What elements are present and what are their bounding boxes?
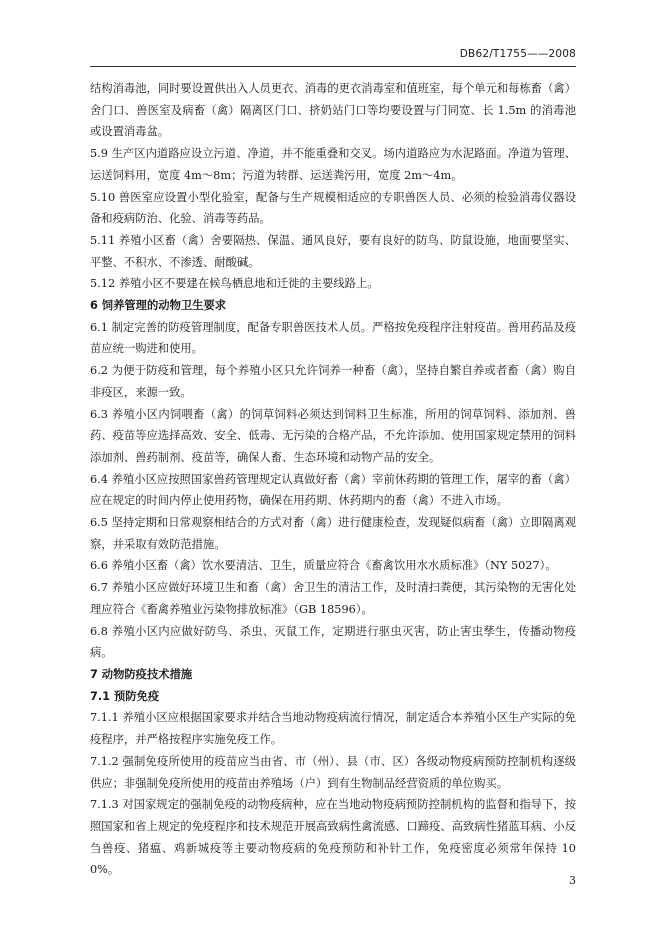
section-heading-6: 6 饲养管理的动物卫生要求: [90, 299, 227, 313]
paragraph-5-11: 5.11 养殖小区畜（禽）舍要隔热、保温、通风良好，要有良好的防鸟、防鼠设施，地面要坚实、平整、不积水、不渗透、耐酸碱。: [90, 233, 576, 269]
paragraph-5-9: 5.9 生产区内道路应设立污道、净道，并不能重叠和交叉。场内道路应为水泥路面。净道为管理、运送饲料用，宽度 4m～8m；污道为转群、运送粪污用，宽度 2m～4m。: [90, 147, 576, 182]
paragraph-6-3: 6.3 养殖小区内饲喂畜（禽）的饲草饲料必须达到饲料卫生标准，所用的饲草饲料、添加剂、兽药、疫苗等应选择高效、安全、低毒、无污染的合格产品，不允许添加、使用国家规定禁用的饲料添加剂、兽药制剂、疫苗等，确保人畜、生态环境和动物产品的安全。: [90, 407, 576, 464]
paragraph-5-8-cont: 结构消毒池，同时要设置供出入人员更衣、消毒的更衣消毒室和值班室，每个单元和每栋畜（禽）舍门口、兽医室及病畜（禽）隔离区门口、挤奶站门口等均要设置与门同宽、长 1.5m 的消毒池或设置消毒盆。: [90, 82, 576, 139]
paragraph-6-6: 6.6 养殖小区畜（禽）饮水要清洁、卫生，质量应符合《畜禽饮用水水质标准》（NY 5027）。: [90, 559, 557, 573]
paragraph-6-5: 6.5 坚持定期和日常观察相结合的方式对畜（禽）进行健康检查，发现疑似病畜（禽）立即隔离观察，并采取有效防范措施。: [90, 516, 576, 551]
subsection-heading-7-1: 7.1 预防免疫: [90, 689, 160, 703]
paragraph-5-10: 5.10 兽医室应设置小型化验室，配备与生产规模相适应的专职兽医人员、必须的检验消毒仪器设备和疫病防治、化验、消毒等药品。: [90, 190, 576, 226]
paragraph-6-2: 6.2 为便于防疫和管理，每个养殖小区只允许饲养一种畜（禽），坚持自繁自养或者畜（禽）购自非疫区，来源一致。: [90, 364, 576, 399]
paragraph-6-7: 6.7 养殖小区应做好环境卫生和畜（禽）舍卫生的清洁工作，及时清扫粪便，其污染物的无害化处理应符合《畜禽养殖业污染物排放标准》（GB 18596）。: [90, 581, 576, 616]
paragraph-5-12: 5.12 养殖小区不要建在候鸟栖息地和迁徙的主要线路上。: [90, 277, 379, 291]
paragraph-7-1-2: 7.1.2 强制免疫所使用的疫苗应当由省、市（州）、县（市、区）各级动物疫病预防控制机构逐级供应；非强制免疫所使用的疫苗由养殖场（户）到有生物制品经营资质的单位购买。: [90, 754, 576, 790]
paragraph-6-1: 6.1 制定完善的防疫管理制度，配备专职兽医技术人员。严格按免疫程序注射疫苗。兽用药品及疫苗应统一购进和使用。: [90, 320, 576, 356]
paragraph-7-1-1: 7.1.1 养殖小区应根据国家要求并结合当地动物疫病流行情况，制定适合本养殖小区生产实际的免疫程序，并严格按程序实施免疫工作。: [90, 711, 576, 747]
header-rule: [90, 66, 576, 67]
page-number: 3: [569, 874, 576, 887]
paragraph-6-4: 6.4 养殖小区应按照国家兽药管理规定认真做好畜（禽）宰前休药期的管理工作，屠宰的畜（禽）应在规定的时间内停止使用药物，确保在用药期、休药期内的畜（禽）不进入市场。: [90, 472, 576, 508]
standard-code-header: DB62/T1755——2008: [459, 48, 576, 60]
section-heading-7: 7 动物防疫技术措施: [90, 667, 193, 681]
paragraph-7-1-3: 7.1.3 对国家规定的强制免疫的动物疫病种，应在当地动物疫病预防控制机构的监督和指导下，按照国家和省上规定的免疫程序和技术规范开展高致病性禽流感、口蹄疫、高致病性猪蓝耳病、小反刍兽疫、猪瘟、鸡新城疫等主要动物疫病的免疫预防和补针工作，免疫密度必须常年保持 100%。: [90, 798, 576, 877]
page-content: [90, 78, 576, 881]
paragraph-6-8: 6.8 养殖小区内应做好防鸟、杀虫、灭鼠工作，定期进行驱虫灭害，防止害虫孳生，传播动物疫病。: [90, 624, 576, 660]
